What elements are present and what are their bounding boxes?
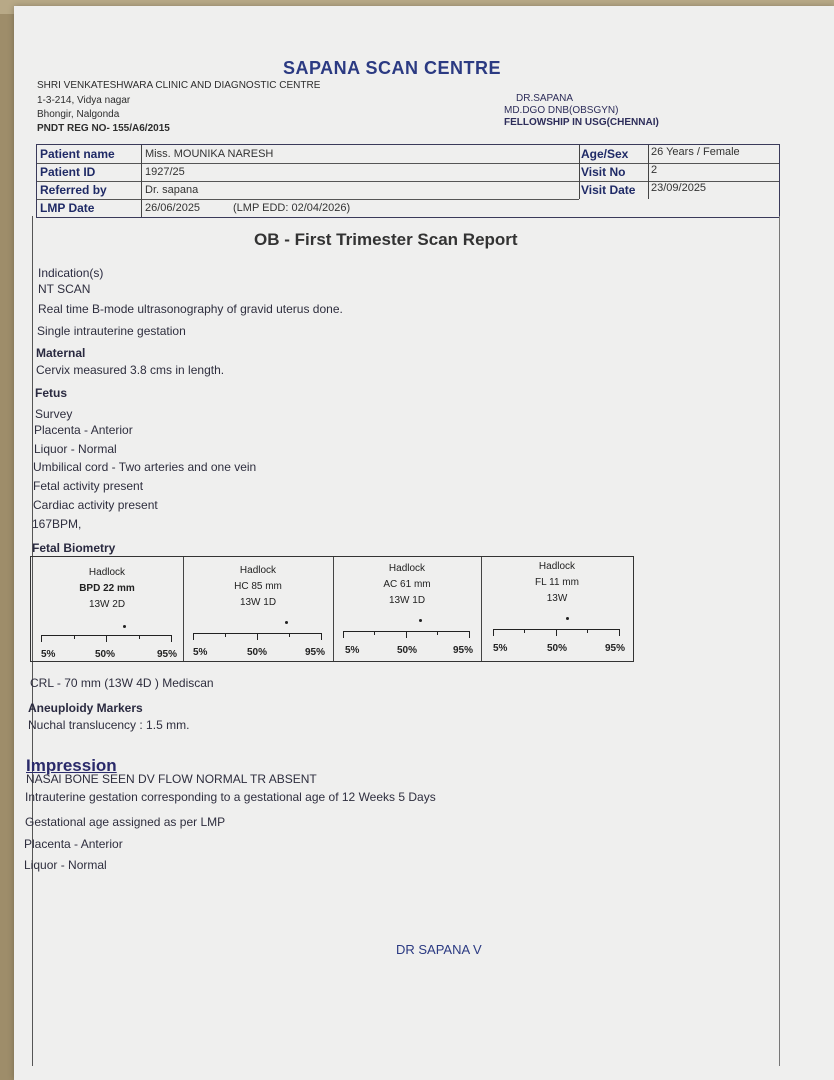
biometry-method: Hadlock [239,565,277,576]
impression-line: Intrauterine gestation corresponding to a gestational age of 12 Weeks 5 Days [25,790,436,804]
patient-id-value: 1927/25 [145,166,185,178]
visit-date-value: 23/09/2025 [651,182,707,194]
centile-50: 50% [247,647,268,658]
centile-50: 50% [547,643,568,654]
patient-name-label: Patient name [40,147,115,161]
gestation-text: Single intrauterine gestation [37,324,186,338]
survey-line: Placenta - Anterior [34,423,133,437]
clinic-name: SHRI VENKATESHWARA CLINIC AND DIAGNOSTIC CENTRE [37,80,321,91]
survey-line: Cardiac activity present [33,498,158,512]
biometry-cell-ac [333,557,482,661]
referred-by-label: Referred by [40,183,107,197]
clinic-address-2: Bhongir, Nalgonda [37,109,120,120]
maternal-text: Cervix measured 3.8 cms in length. [36,363,225,377]
aneuploidy-heading: Aneuploidy Markers [28,701,143,715]
survey-heading: Survey [35,407,73,421]
biometry-measure: HC 85 mm [234,581,282,592]
lmp-date-label: LMP Date [40,201,95,215]
referred-by-value: Dr. sapana [145,184,199,196]
age-sex-value: 26 Years / Female [651,146,740,158]
procedure-text: Real time B-mode ultrasonography of gravid uterus done. [38,302,343,316]
centile-marker [285,621,288,624]
centile-50: 50% [397,645,418,656]
nt-text: Nuchal translucency : 1.5 mm. [28,718,190,732]
doctor-fellowship: FELLOWSHIP IN USG(CHENNAI) [504,117,659,128]
patient-id-label: Patient ID [40,165,96,179]
centile-marker [566,617,569,620]
centre-name: SAPANA SCAN CENTRE [283,58,502,78]
biometry-method: Hadlock [88,567,126,578]
biometry-ga: 13W 1D [239,597,277,608]
biometry-heading: Fetal Biometry [32,541,116,555]
centile-50: 50% [95,649,116,660]
impression-heading: Impression [26,756,117,775]
impression-line: Liquor - Normal [24,858,107,872]
survey-line: Liquor - Normal [34,442,117,456]
lmp-date-value: 26/06/2025 [145,202,201,214]
indication-value: NT SCAN [38,282,91,296]
biometry-measure: AC 61 mm [383,579,431,590]
biometry-cell-fl [481,557,633,661]
maternal-heading: Maternal [36,346,86,360]
centile-5: 5% [345,645,360,656]
survey-line: 167BPM, [32,517,82,531]
biometry-measure: FL 11 mm [535,577,579,588]
centile-95: 95% [305,647,326,658]
crl-text: CRL - 70 mm (13W 4D ) Mediscan [30,676,214,690]
biometry-ga: 13W [546,593,568,604]
biometry-ga: 13W 2D [88,599,126,610]
impression-line: Placenta - Anterior [24,837,123,851]
survey-line: Fetal activity present [33,479,144,493]
biometry-cell-hc [183,557,334,661]
impression-line: Gestational age assigned as per LMP [25,815,226,829]
visit-no-value: 2 [651,164,658,176]
pndt-reg: PNDT REG NO- 155/A6/2015 [37,123,170,134]
age-sex-label: Age/Sex [581,147,629,161]
report-title: OB - First Trimester Scan Report [254,230,518,249]
centile-5: 5% [41,649,56,660]
patient-name-value: Miss. MOUNIKA NARESH [145,148,274,160]
centile-5: 5% [493,643,508,654]
biometry-method: Hadlock [538,561,576,572]
biometry-method: Hadlock [388,563,426,574]
visit-date-label: Visit Date [581,183,636,197]
centile-marker [123,625,126,628]
centile-95: 95% [453,645,474,656]
survey-line: Umbilical cord - Two arteries and one vein [33,460,257,474]
signature: DR SAPANA V [396,942,482,957]
patient-info-table [36,144,780,218]
centile-95: 95% [605,643,626,654]
indication-heading: Indication(s) [38,266,104,280]
doctor-name: DR.SAPANA [516,93,574,104]
biometry-measure: BPD 22 mm [79,583,135,594]
biometry-ga: 13W 1D [388,595,426,606]
centile-95: 95% [157,649,178,660]
centile-5: 5% [193,647,208,658]
fetus-heading: Fetus [35,386,68,400]
doctor-degree: MD.DGO DNB(OBSGYN) [504,105,619,116]
biometry-cell-bpd [31,557,184,661]
visit-no-label: Visit No [581,165,626,179]
lmp-edd-value: (LMP EDD: 02/04/2026) [233,202,351,214]
centile-marker [419,619,422,622]
impression-line: NASAl BONE SEEN DV FLOW NORMAL TR ABSENT [26,772,317,786]
biometry-table [30,556,634,662]
clinic-address-1: 1-3-214, Vidya nagar [37,95,131,106]
